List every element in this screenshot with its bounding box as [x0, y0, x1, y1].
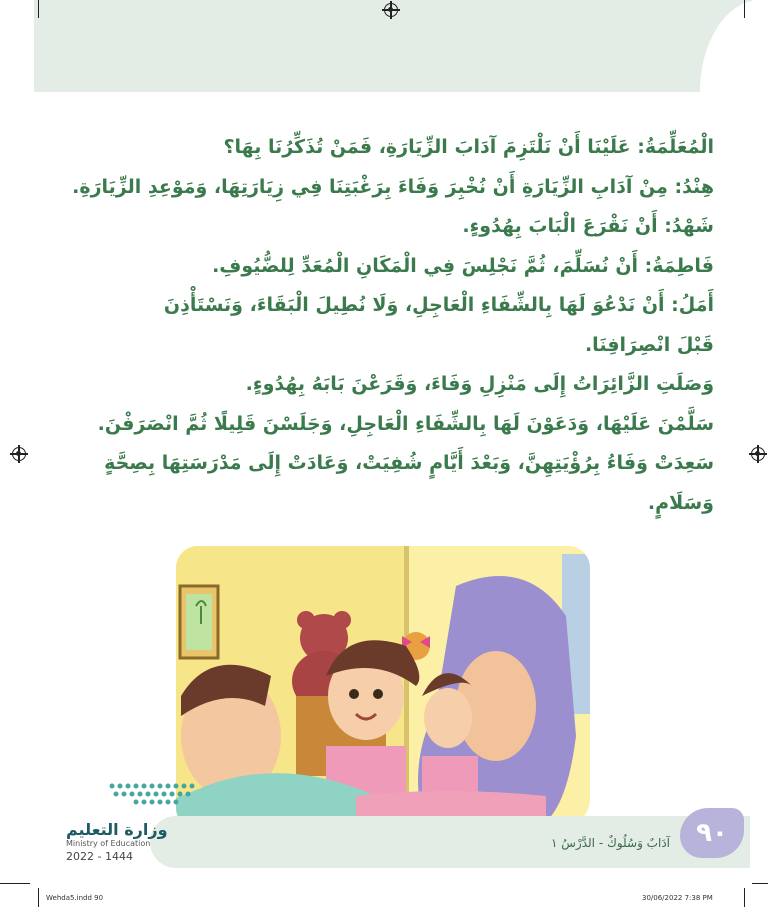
text-line: فَاطِمَةُ: أَنْ نُسَلِّمَ، ثُمَّ نَجْلِسَ فِي الْمَكَانِ الْمُعَدِّ لِلضُّيُوفِ. [212, 254, 714, 277]
registration-mark-icon [384, 3, 398, 17]
text-line: الْمُعَلِّمَةُ: عَلَيْنَا أَنْ نَلْتَزِمَ آدَابَ الزِّيَارَةِ، فَمَنْ تُذَكِّرُنَا بِهَا؟ [223, 136, 714, 158]
text-line: هِنْدُ: مِنْ آدَابِ الزِّيَارَةِ أَنْ نُخْبِرَ وَفَاءَ بِرَغْبَتِنَا فِي زِيَارَتِهَا، وَمَوْعِدِ الزِّيَارَةِ. [72, 175, 714, 198]
crop-mark [744, 888, 745, 907]
story-text [54, 128, 714, 523]
crop-mark [38, 0, 39, 18]
text-line: قَبْلَ انْصِرَافِنَا. [584, 333, 714, 356]
print-slug-file: Wehda5.indd 90 [46, 894, 104, 902]
crop-mark [0, 883, 30, 884]
running-title: آدَابٌ وَسُلُوكٌ - الدَّرْسُ ١ [551, 836, 670, 850]
text-line: شَهْدُ: أَنْ نَقْرَعَ الْبَابَ بِهُدُوءٍ. [462, 215, 714, 237]
ministry-name-arabic: وزارة التعليم [66, 820, 168, 839]
text-line: أَمَلُ: أَنْ نَدْعُوَ لَهَا بِالشِّفَاءِ الْعَاجِلِ، وَلَا نُطِيلَ الْبَقَاءَ، وَنَسْتَأْذِنَ [163, 294, 714, 316]
ministry-year: 2022 - 1444 [66, 850, 133, 863]
print-slug-date: 30/06/2022 7:38 PM [642, 894, 713, 902]
registration-mark-icon [12, 447, 26, 461]
text-line: وَصَلَتِ الزَّائِرَاتُ إِلَى مَنْزِلِ وَفَاءَ، وَقَرَعْنَ بَابَهُ بِهُدُوءٍ. [245, 373, 714, 395]
ministry-logo-icon [106, 780, 198, 812]
illustration-visit [176, 546, 590, 828]
ministry-name-english: Ministry of Education [66, 839, 151, 848]
text-line: سَعِدَتْ وَفَاءُ بِرُؤْيَتِهِنَّ، وَبَعْدَ أَيَّامٍ شُفِيَتْ، وَعَادَتْ إِلَى مَدْرَسَتِهَا بِصِحَّةٍ [104, 452, 714, 474]
crop-mark [752, 883, 768, 884]
text-line: سَلَّمْنَ عَلَيْهَا، وَدَعَوْنَ لَهَا بِالشِّفَاءِ الْعَاجِلِ، وَجَلَسْنَ قَلِيلًا ثُمَّ انْصَرَفْنَ. [97, 412, 714, 435]
page-number: ٩٠ [680, 808, 744, 858]
registration-mark-icon [751, 447, 765, 461]
illustration-scene [176, 546, 590, 828]
crop-mark [744, 0, 745, 18]
crop-mark [38, 888, 39, 907]
text-line: وَسَلَامٍ. [647, 491, 714, 514]
